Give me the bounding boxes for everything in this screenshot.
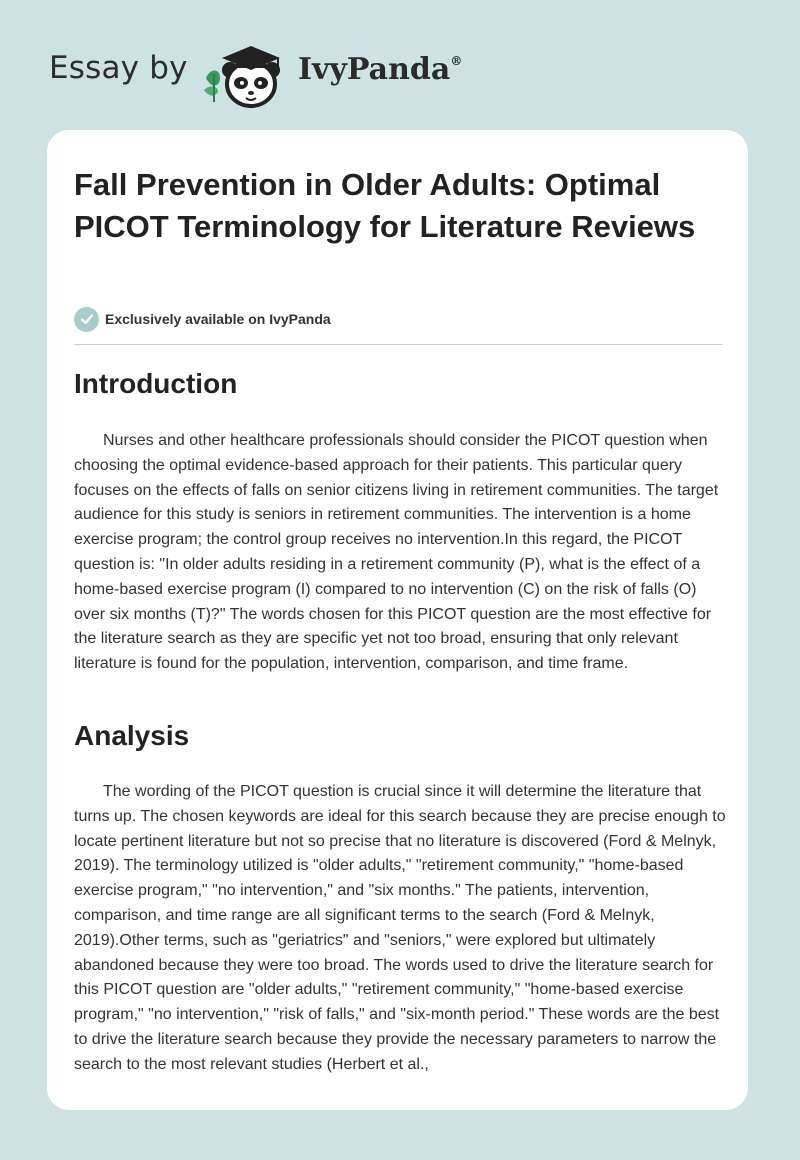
essay-card [47,130,748,1110]
site-header [0,0,800,130]
essay-by-label: Essay by [49,50,188,86]
check-circle-icon [74,307,99,332]
section-heading-analysis: Analysis [74,720,190,751]
section-body-introduction: Nurses and other healthcare professionals should consider the PICOT question when choosing the optimal evidence-based approach for their patients. This particular query focuses on the effects of falls on senior citizens living in retirement communities. The target audience for this study is seniors in retirement communities. The intervention is a home exercise program; the control group receives no intervention.In this regard, the PICOT question is: "In older adults residing in a retirement community (P), what is the effect of a home-based exercise program (I) compared to no intervention (C) on the risk of falls (O) over six months (T)?" The words chosen for this PICOT question are the most effective for the literature search as they are specific yet not too broad, ensuring that only relevant literature is found for the population, intervention, comparison, and time frame. [74,432,719,673]
page-title: Fall Prevention in Older Adults: Optimal PICOT Terminology for Literature Reviews [74,167,696,244]
section-heading-introduction: Introduction [74,368,238,399]
brand-name[interactable] [298,52,462,87]
registered-mark: ® [450,54,463,68]
exclusive-badge-label: Exclusively available on IvyPanda [105,311,331,327]
title-divider [74,344,723,345]
exclusive-badge [74,306,331,332]
brand-name-text: IvyPanda [298,52,451,87]
section-body-analysis: The wording of the PICOT question is crucial since it will determine the literature that turns up. The chosen keywords are ideal for this search because they are precise enough to locate pertinent literature but not so precise that no literature is discovered (Ford & Melnyk, 2019). The terminology utilized is "older adults," "retirement community," "home-based exercise program," "no intervention," and "six months." The patients, intervention, comparison, and time range are all significant terms to the search (Ford & Melnyk, 2019).Other terms, such as "geriatrics" and "seniors," were explored but ultimately abandoned because they were too broad. The words used to drive the literature search for this PICOT question are "older adults," "retirement community," "home-based exercise program," "no intervention," "risk of falls," and "six-month period." These words are the best to drive the literature search because they provide the necessary parameters to narrow the search to the most relevant studies (Herbert et al., [74,783,726,1073]
panda-graduate-logo-icon[interactable] [200,38,296,110]
